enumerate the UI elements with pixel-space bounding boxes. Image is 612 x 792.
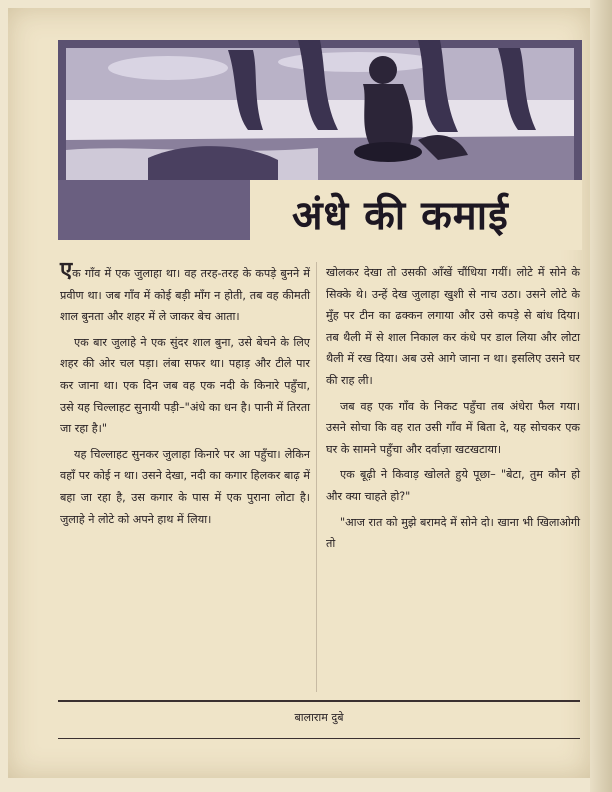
paragraph: जब वह एक गाँव के निकट पहुँचा तब अंधेरा फैल गया। उसने सोचा कि वह रात उसी गाँव में बिता दे, यह सोचकर एक घर के सामने पहुँचा और दर्वाज़ा खटखटाया। (326, 399, 580, 456)
footer-rule-bottom (58, 738, 580, 739)
paragraph (60, 258, 310, 328)
left-text-column (60, 258, 310, 534)
column-divider (316, 262, 317, 692)
paragraph: यह चिल्लाहट सुनकर जुलाहा किनारे पर आ पहुँचा। लेकिन वहाँ पर कोई न था। उसने देखा, नदी का कगार हिलकर बाढ़ में बहा जा रहा है, उस कगार के पास में एक पुराना लोटा है। जुलाहे ने लोटे को अपने हाथ में लिया। (60, 447, 310, 526)
weaver-riverbank-illustration (58, 40, 582, 180)
paragraph: एक बार जुलाहे ने एक सुंदर शाल बुना, उसे बेचने के लिए शहर की ओर चल पड़ा। लंबा सफर था। पहाड़ और टीले पार कर जाना था। एक दिन जब वह एक नदी के किनारे पहुँचा, उसे यह चिल्लाहट सुनायी पड़ी–"अंधे का धन है। पानी में तिरता जा रहा है।" (60, 335, 310, 436)
story-title: अंधे की कमाई (292, 193, 509, 239)
drop-cap: ए (60, 258, 73, 283)
footer-rule-top (58, 700, 580, 702)
paragraph: एक बूढ़ी ने किवाड़ खोलते हुये पूछा– "बेटा, तुम कौन हो और क्या चाहते हो?" (326, 468, 580, 503)
author-byline: बालाराम दुबे (294, 711, 344, 724)
paragraph: खोलकर देखा तो उसकी आँखें चौंधिया गयीं। लोटे में सोने के सिक्के थे। उन्हें देख जुलाहा खुशी से नाच उठा। उसने लोटे के मुँह पर टीन का ढक्कन लगाया और उसे कपड़े से बांध दिया। तब थैली में से शाल निकाल कर कंधे पर डाल लिया और लोटा थैली में रख दिया। अब उसे आगे जाना न था। इसलिए उसने घर की राह ली। (326, 266, 580, 387)
paragraph: "आज रात को मुझे बरामदे में सोने दो। खाना भी खिलाओगी तो (326, 515, 580, 551)
paragraph-text: क गाँव में एक जुलाहा था। वह तरह-तरह के कपड़े बुनने में प्रवीण था। जब गाँव में कोई बड़ी माँग न होती, तब वह कीमती शाल बुनता और शहर में ले जाकर बेच आता। (60, 267, 310, 324)
page-edge-shadow (590, 0, 612, 792)
illustration-river-band (58, 180, 250, 240)
right-text-column (326, 262, 580, 559)
story-illustration (58, 40, 582, 180)
